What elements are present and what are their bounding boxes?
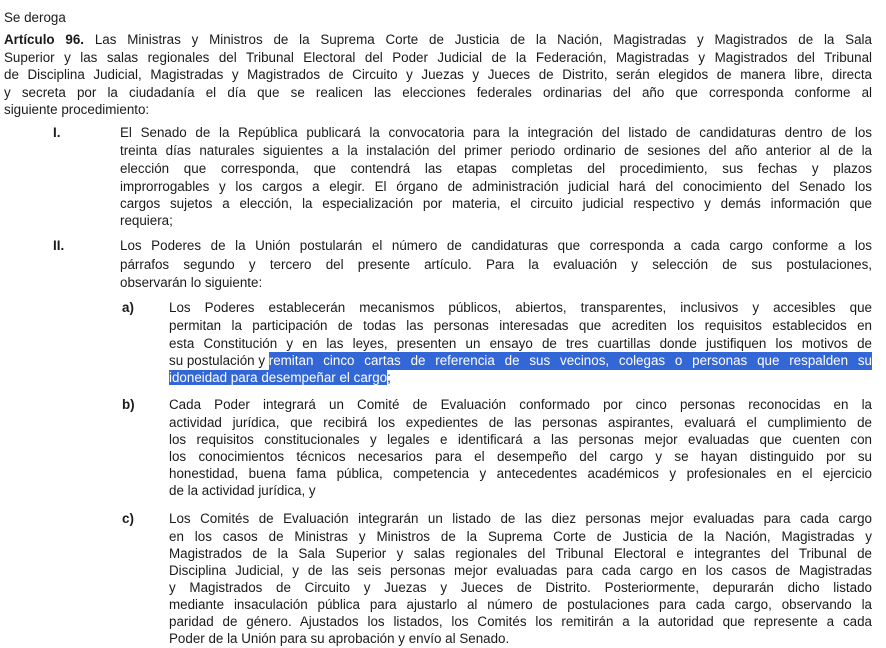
fraction-line: requiera; — [120, 213, 173, 228]
subsection-line: de la actividad jurídica, y — [169, 483, 316, 498]
heading-se-deroga: Se deroga — [4, 10, 66, 25]
subsection-line: actividad jurídica, que recibirá los expedientes de las personas aspirantes, evaluará el cumplimiento de — [169, 415, 872, 430]
article-label: Artículo 96. — [4, 32, 85, 47]
fraction-line: Los Poderes de la Unión postularán el número de candidaturas que corresponda a cada cargo conforme a los — [120, 238, 872, 253]
subsection-line: Cada Poder integrará un Comité de Evaluación conformado por cinco personas reconocidas en la — [169, 397, 872, 412]
fraction-marker: I. — [53, 125, 61, 140]
fraction-line: treinta días naturales siguientes a la instalación del primer periodo ordinario de sesiones del año anterior al de la — [120, 143, 872, 158]
subsection-line: los requisitos constitucionales y legales e identificará a las personas mejor evaluadas que cuenten con — [169, 432, 872, 447]
subsection-line: Poder de la Unión para su aprobación y envío al Senado. — [169, 631, 510, 646]
article-intro-line: Superior y las salas regionales del Tribunal Electoral del Poder Judicial de la Federación, Magistradas y Magistrados del Tribunal — [4, 49, 872, 65]
subsection-line: Magistrados de la Sala Superior y salas regionales del Tribunal Electoral e integrantes del Tribunal de — [169, 546, 872, 561]
selected-text[interactable]: remitan cinco cartas de referencia de sus vecinos, colegas o personas que respalden su — [268, 353, 872, 368]
subsection-line: Los Comités de Evaluación integrarán un listado de las diez personas mejor evaluadas para cada cargo — [169, 511, 872, 526]
fraction-marker: II. — [53, 238, 65, 253]
fraction-line: cargos sujetos a elección, la especialización por materia, el circuito judicial respectivo y demás información que — [120, 196, 872, 211]
subsection-line: permitan la participación de todas las personas interesadas que acrediten los requisitos establecidos en — [169, 318, 872, 333]
subsection-line: Los Poderes establecerán mecanismos públicos, abiertos, transparentes, inclusivos y accesibles que — [169, 300, 872, 315]
subsection-line: su postulación y remitan cinco cartas de referencia de sus vecinos, colegas o personas que respalden su — [169, 353, 872, 368]
selected-text[interactable]: idoneidad para desempeñar el cargo — [169, 370, 388, 385]
fraction-line: improrrogables y los cargos a elegir. El órgano de administración judicial hará del conocimiento del Senado los — [120, 179, 872, 194]
subsection-line: mediante insaculación pública para ajustarlo al número de postulaciones para cada cargo, observando la — [169, 597, 872, 612]
article-intro-line: de Disciplina Judicial, Magistradas y Magistrados de Circuito y Juezas y Jueces de Distrito, serán elegidos de manera libre, directa — [4, 67, 872, 82]
subsection-line: paridad de género. Ajustados los listados, los Comités los remitirán a la autoridad que represente a cada — [169, 614, 872, 629]
fraction-line: elección que corresponda, que contendrá las etapas completas del procedimiento, sus fechas y plazos — [120, 161, 872, 176]
subsection-marker: a) — [122, 300, 134, 315]
fraction-line: El Senado de la República publicará la convocatoria para la integración del listado de candidaturas dentro de los — [120, 125, 872, 140]
subsection-line: Disciplina Judicial, y de las seis personas mejor evaluadas para cada cargo en los casos de Magistradas — [169, 563, 872, 578]
subsection-line: honestidad, buena fama pública, competencia y antecedentes académicos y profesionales en el ejercicio — [169, 466, 872, 481]
article-intro-line: y secreta por la ciudadanía el día que se realicen las elecciones federales ordinarias del año que corresponda conforme al — [4, 84, 872, 100]
subsection-line: y Magistrados de Circuito y Juezas y Jueces de Distrito. Posteriormente, depurarán dicho listado — [169, 580, 872, 595]
subsection-line: esta Constitución y en las leyes, presenten un ensayo de tres cuartillas donde justifiquen los motivos de — [169, 336, 872, 351]
subsection-line: los conocimientos técnicos necesarios para el desempeño del cargo y se hayan distinguido por su — [169, 449, 872, 464]
fraction-line: párrafos segundo y tercero del presente artículo. Para la evaluación y selección de sus postulaciones, — [120, 257, 872, 272]
subsection-marker: c) — [122, 511, 134, 526]
article-intro-line: Artículo 96. Las Ministras y Ministros de la Suprema Corte de Justicia de la Nación, Magistradas y Magistrados de la Sala — [4, 32, 872, 47]
article-intro-line: siguiente procedimiento: — [4, 102, 150, 117]
fraction-line: observarán lo siguiente: — [120, 275, 263, 290]
subsection-marker: b) — [122, 397, 135, 412]
subsection-line: en los casos de Ministras y Ministros de la Suprema Corte de Justicia de la Nación, Magistradas y — [169, 529, 872, 544]
subsection-line: idoneidad para desempeñar el cargo; — [169, 370, 391, 385]
